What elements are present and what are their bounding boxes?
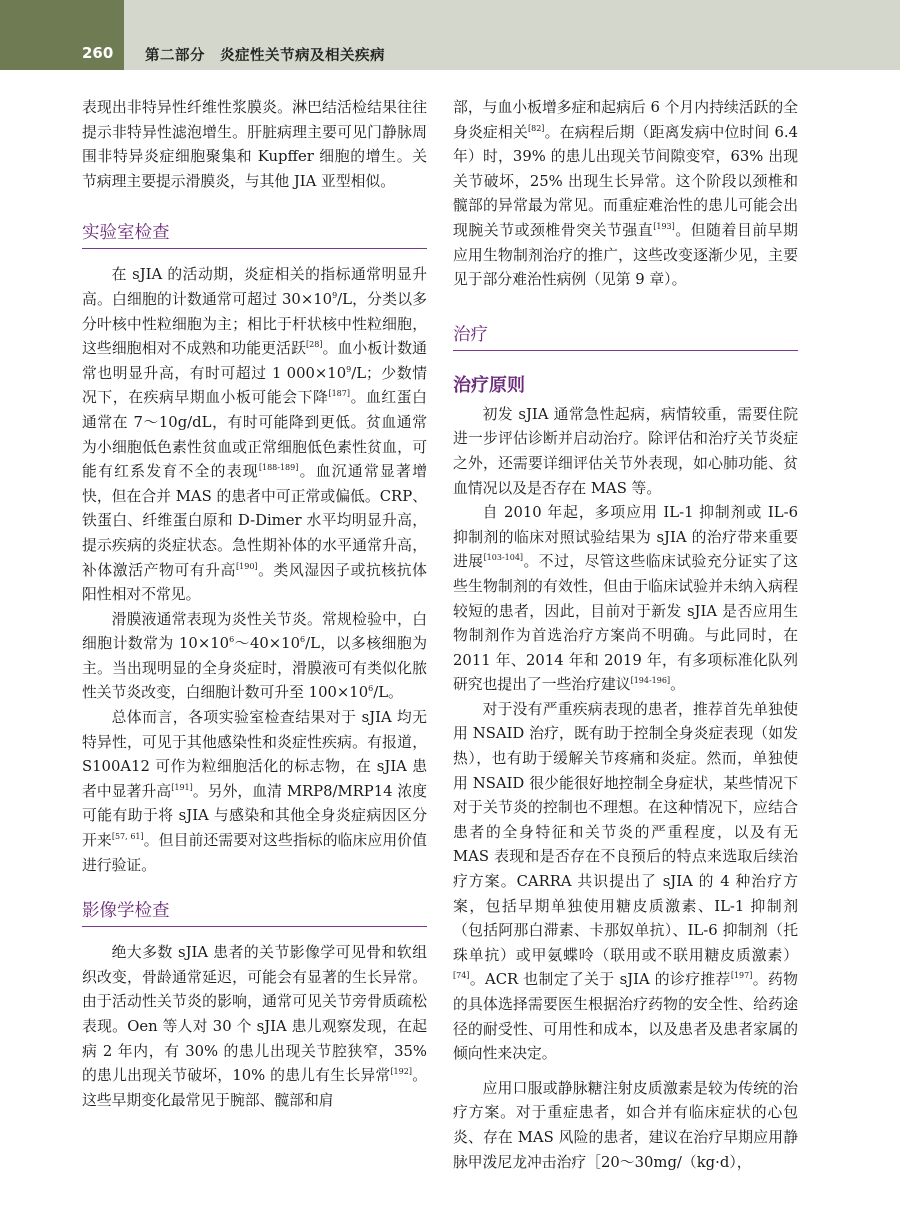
imaging-heading: 影像学检查 [82, 897, 427, 927]
superscript: [74] [453, 971, 470, 981]
text-run: 初发 sJIA 通常急性起病，病情较重，需要住院进一步评估诊断并启动治疗。除评估和治疗关节炎症之外，还需要详细评估关节外表现，如心肺功能、贫血情况以及是否存在 MAS 等。 [453, 405, 798, 497]
superscript: [190] [236, 561, 258, 571]
superscript: [194-196] [630, 676, 671, 686]
text-run: 部，与血小板增多症和起病后 6 个月内持续活跃的全身炎症相关 [453, 99, 798, 141]
page-number: 260 [82, 44, 114, 62]
text-run: /L，分类以多分叶核中性粒细胞为主；相比于杆状核中性粒细胞，这些细胞相对不成熟和功能更活跃 [82, 290, 428, 358]
superscript: [103-104] [483, 553, 524, 563]
text-run: 自 2010 年起，多项应用 IL-1 抑制剂或 IL-6 抑制剂的临床对照试验结果为 sJIA 的治疗带来重要进展 [453, 504, 798, 571]
text-run: /L。 [373, 684, 403, 702]
superscript: 9 [332, 291, 338, 301]
text-run: 。另外，血清 MRP8/MRP14 浓度可能有助于将 sJIA 与感染和其他全身炎症病因区分开来 [82, 782, 427, 850]
superscript: 6 [300, 635, 306, 645]
lab-tests-heading: 实验室检查 [82, 219, 427, 249]
left-column [82, 96, 427, 1113]
text-run: 。 [670, 676, 685, 694]
superscript: [197] [730, 971, 753, 981]
treatment-paragraph-1 [453, 403, 798, 501]
text-run: 总体而言，各项实验室检查结果对于 sJIA 均无特异性，可见于其他感染性和炎症性疾病。有报道，S100A12 可作为粒细胞活化的标志物，在 sJIA 患者中显著升高 [82, 709, 427, 800]
text-run: 表现出非特异性纤维性浆膜炎。淋巴结活检结果往往提示非特异性滤泡增生。肝脏病理主要可见门静脉周围非特异炎症细胞聚集和 Kupffer 细胞的增生。关节病理主要提示滑膜炎，与其他 JIA 亚型相似。 [82, 99, 427, 190]
text-run: 。这些早期变化最常见于腕部、髋部和肩 [82, 1067, 427, 1109]
imaging-continued-paragraph [453, 96, 798, 293]
lab-paragraph-2 [82, 608, 427, 706]
right-column [453, 96, 798, 1175]
page-header [0, 0, 900, 70]
superscript: 6 [368, 684, 374, 694]
superscript: [187] [328, 389, 350, 399]
text-run: 。药物的具体选择需要医生根据治疗药物的安全性、给药途径的耐受性、可用性和成本，以及患者及患者家属的倾向性来决定。 [453, 971, 798, 1063]
text-run: 对于没有严重疾病表现的患者，推荐首先单独使用 NSAID 治疗，既有助于控制全身炎症表现（如发热），也有助于缓解关节疼痛和炎症。然而，单独使用 NSAID 很少能很好地控制全身症状，某些情况下对于关节炎的控制也不理想。在这种情况下，应结合患者的全身特征和关节炎的严重程度，以及有无 MAS 表现和是否存在不良预后的特点来选取后续治疗方案。CARRA 共识提出了 sJIA 的 4 种治疗方案，包括早期单独使用糖皮质激素、IL-1 抑制剂（包括阿那白滞素、卡那奴单抗）、IL-6 抑制剂（托珠单抗）或甲氨蝶呤（联用或不联用糖皮质激素） [453, 700, 798, 964]
text-run: 。不过，尽管这些临床试验充分证实了这些生物制剂的有效性，但由于临床试验并未纳入病程较短的患者，因此，目前对于新发 sJIA 是否应用生物制剂作为首选治疗方案尚不明确。与此同时，在 2011 年、2014 年和 2019 年，有多项标准化队列研究也提出了一些治疗建议 [453, 553, 798, 694]
text-run: 。血红蛋白通常在 7～10g/dL，有时可能降到更低。贫血通常为小细胞低色素性贫血或正常细胞低色素性贫血，可能有红系发育不全的表现 [82, 389, 427, 481]
treatment-principles-heading: 治疗原则 [453, 374, 525, 396]
text-run: /L；少数情况下，在疾病早期血小板可能会下降 [82, 364, 428, 407]
text-run: 。血小板计数通常也明显升高，有时可超过 1 000×10 [82, 340, 427, 382]
superscript: [191] [171, 782, 193, 792]
text-run: 应用口服或静脉糖注射皮质激素是较为传统的治疗方案。对于重症患者，如合并有临床症状的心包炎、存在 MAS 风险的患者，建议在治疗早期应用静脉甲泼尼龙冲击治疗［20～30mg/（kg·d）， [453, 1079, 798, 1171]
treatment-paragraph-3 [453, 698, 798, 1067]
superscript: [192] [390, 1067, 412, 1077]
superscript: 9 [346, 364, 352, 374]
treatment-paragraph-2 [453, 501, 798, 698]
section-title: 第二部分 炎症性关节病及相关疾病 [145, 48, 385, 64]
treatment-paragraph-4 [453, 1077, 798, 1175]
imaging-paragraph [82, 941, 427, 1113]
text-run: ～40×10 [234, 635, 301, 653]
text-run: 。类风湿因子或抗核抗体阳性相对不常见。 [82, 561, 427, 604]
superscript: [188-189] [258, 463, 299, 473]
text-run: 。但目前还需要对这些指标的临床应用价值进行验证。 [82, 832, 427, 874]
text-run: 绝大多数 sJIA 患者的关节影像学可见骨和软组织改变，骨龄通常延迟，可能会有显著的生长异常。由于活动性关节炎的影响，通常可见关节旁骨质疏松表现。Oen 等人对 30 个 sJIA 患儿观察发现，在起病 2 年内，有 30% 的患儿出现关节腔狭窄，35% 的患儿出现关节破坏，10% 的患儿有生长异常 [82, 944, 427, 1085]
text-run: 。在病程后期（距离发病中位时间 6.4 年）时，39% 的患儿出现关节间隙变窄，63% 出现关节破坏，25% 出现生长异常。这个阶段以颈椎和髋部的异常最为常见。而重症难治性的患儿可能会出现腕关节或颈椎骨突关节强直 [453, 123, 798, 239]
superscript: [82] [527, 123, 545, 133]
text-run: 滑膜液通常表现为炎性关节炎。常规检验中，白细胞计数常为 10×10 [82, 610, 427, 653]
lab-paragraph-1 [82, 263, 427, 607]
superscript: [28] [306, 340, 323, 350]
text-run: 。血沉通常显著增快，但在合并 MAS 的患者中可正常或偏低。CRP、铁蛋白、纤维蛋白原和 D-Dimer 水平均明显升高，提示疾病的炎症状态。急性期补体的水平通常升高，补体激活产物可有升高 [82, 463, 427, 579]
text-run: 在 sJIA 的活动期，炎症相关的指标通常明显升高。白细胞的计数通常可超过 30×10 [82, 266, 427, 308]
intro-paragraph [82, 96, 427, 194]
text-run: 。但随着目前早期应用生物制剂治疗的推广，这些改变逐渐少见，主要见于部分难治性病例（见第 9 章）。 [453, 221, 798, 289]
text-run: 。ACR 也制定了关于 sJIA 的诊疗推荐 [469, 971, 731, 989]
superscript: [57, 61] [111, 832, 144, 842]
lab-paragraph-3 [82, 706, 427, 878]
superscript: [193] [653, 222, 675, 232]
treatment-heading: 治疗 [453, 321, 798, 351]
superscript: 6 [229, 635, 235, 645]
text-run: /L，以多核细胞为主。当出现明显的全身炎症时，滑膜液可有类似化脓性关节炎改变，白细胞计数可升至 100×10 [82, 635, 428, 702]
